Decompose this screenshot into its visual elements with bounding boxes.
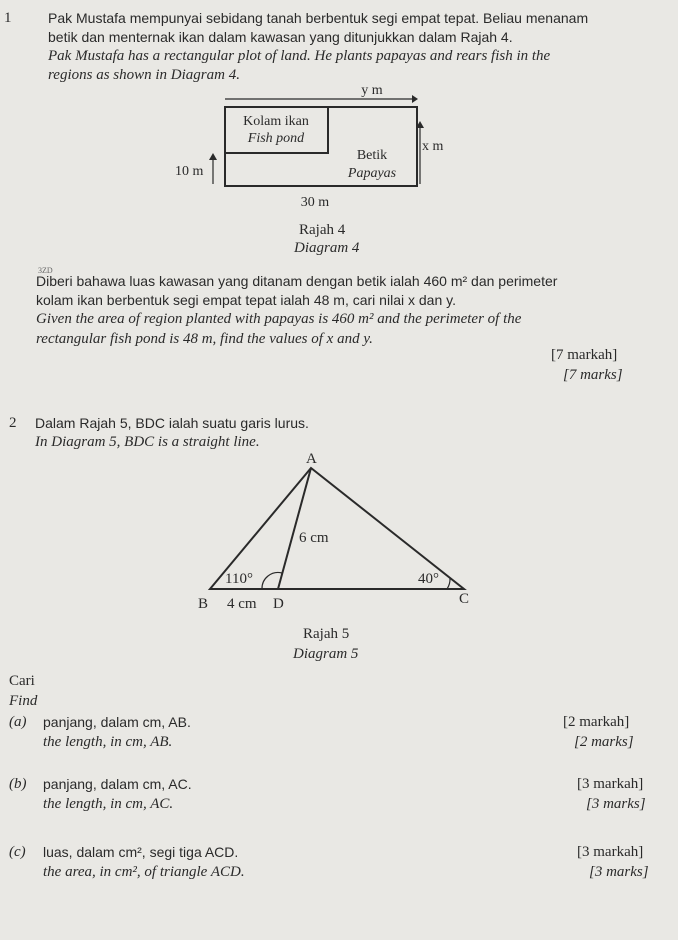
q1-caption-malay: Rajah 4 (299, 222, 346, 238)
pond-malay: Kolam ikan (243, 114, 309, 129)
part-a-marks-english: [2 marks] (574, 734, 634, 750)
q1-number: 1 (4, 10, 12, 26)
q1-given-malay-2: kolam ikan berbentuk segi empat tepat ialah 48 m, cari nilai x dan y. (36, 292, 456, 308)
label-40: 40° (418, 571, 439, 587)
label-y: y m (361, 83, 383, 98)
part-b-marks-english: [3 marks] (586, 796, 646, 812)
label-6cm: 6 cm (299, 530, 329, 546)
part-b-letter: (b) (9, 776, 27, 792)
q1-marks-malay: [7 markah] (551, 347, 618, 363)
stamp: 3ZD (38, 266, 53, 275)
label-30: 30 m (300, 195, 330, 210)
q2-find-malay: Cari (9, 673, 35, 689)
papaya-malay: Betik (356, 148, 388, 163)
q2-caption-english: Diagram 5 (293, 646, 359, 662)
q1-given-malay-1: Diberi bahawa luas kawasan yang ditanam dengan betik ialah 460 m² dan perimeter (36, 273, 558, 289)
part-a-malay: panjang, dalam cm, AB. (43, 714, 191, 730)
line-AD (278, 468, 311, 589)
label-110: 110° (225, 571, 253, 587)
label-A: A (306, 451, 317, 467)
label-x: x m (422, 139, 444, 154)
arrow-y (225, 95, 418, 103)
part-b-english: the length, in cm, AC. (43, 796, 174, 812)
q1-english-line1: Pak Mustafa has a rectangular plot of land. He plants papayas and rears fish in the (48, 48, 551, 64)
q1-given-english-1: Given the area of region planted with papayas is 460 m² and the perimeter of the (36, 311, 522, 327)
q1-caption-english: Diagram 4 (294, 240, 360, 256)
part-a-english: the length, in cm, AB. (43, 734, 173, 750)
part-c-malay: luas, dalam cm², segi tiga ACD. (43, 844, 239, 860)
q1-english-line2: regions as shown in Diagram 4. (48, 67, 240, 83)
q2-find-english: Find (9, 693, 38, 709)
q2-malay-line: Dalam Rajah 5, BDC ialah suatu garis lurus. (35, 415, 309, 431)
part-c-english: the area, in cm², of triangle ACD. (43, 864, 245, 880)
label-C: C (459, 591, 470, 607)
label-D: D (273, 596, 284, 612)
pond-english: Fish pond (247, 131, 305, 146)
part-a-letter: (a) (9, 714, 27, 730)
arrow-10 (209, 153, 217, 184)
papaya-english: Papayas (347, 166, 397, 181)
angle-40-arc (447, 578, 450, 589)
q2-caption-malay: Rajah 5 (303, 626, 350, 642)
part-b-marks-malay: [3 markah] (577, 776, 644, 792)
q1-malay-line2: betik dan menternak ikan dalam kawasan yang ditunjukkan dalam Rajah 4. (48, 29, 513, 45)
part-a-marks-malay: [2 markah] (563, 714, 630, 730)
part-c-marks-english: [3 marks] (589, 864, 649, 880)
q2-english-line: In Diagram 5, BDC is a straight line. (35, 434, 260, 450)
q1-marks-english: [7 marks] (563, 367, 623, 383)
label-4cm: 4 cm (227, 596, 257, 612)
q1-given-english-2: rectangular fish pond is 48 m, find the values of x and y. (36, 331, 373, 347)
part-c-letter: (c) (9, 844, 26, 860)
part-b-malay: panjang, dalam cm, AC. (43, 776, 192, 792)
diagram-4 (150, 80, 470, 215)
q2-number: 2 (9, 415, 17, 431)
label-B: B (198, 596, 209, 612)
diagram-5 (190, 450, 490, 615)
label-10: 10 m (175, 164, 204, 179)
part-c-marks-malay: [3 markah] (577, 844, 644, 860)
q1-malay-line1: Pak Mustafa mempunyai sebidang tanah berbentuk segi empat tepat. Beliau menanam (48, 10, 589, 26)
